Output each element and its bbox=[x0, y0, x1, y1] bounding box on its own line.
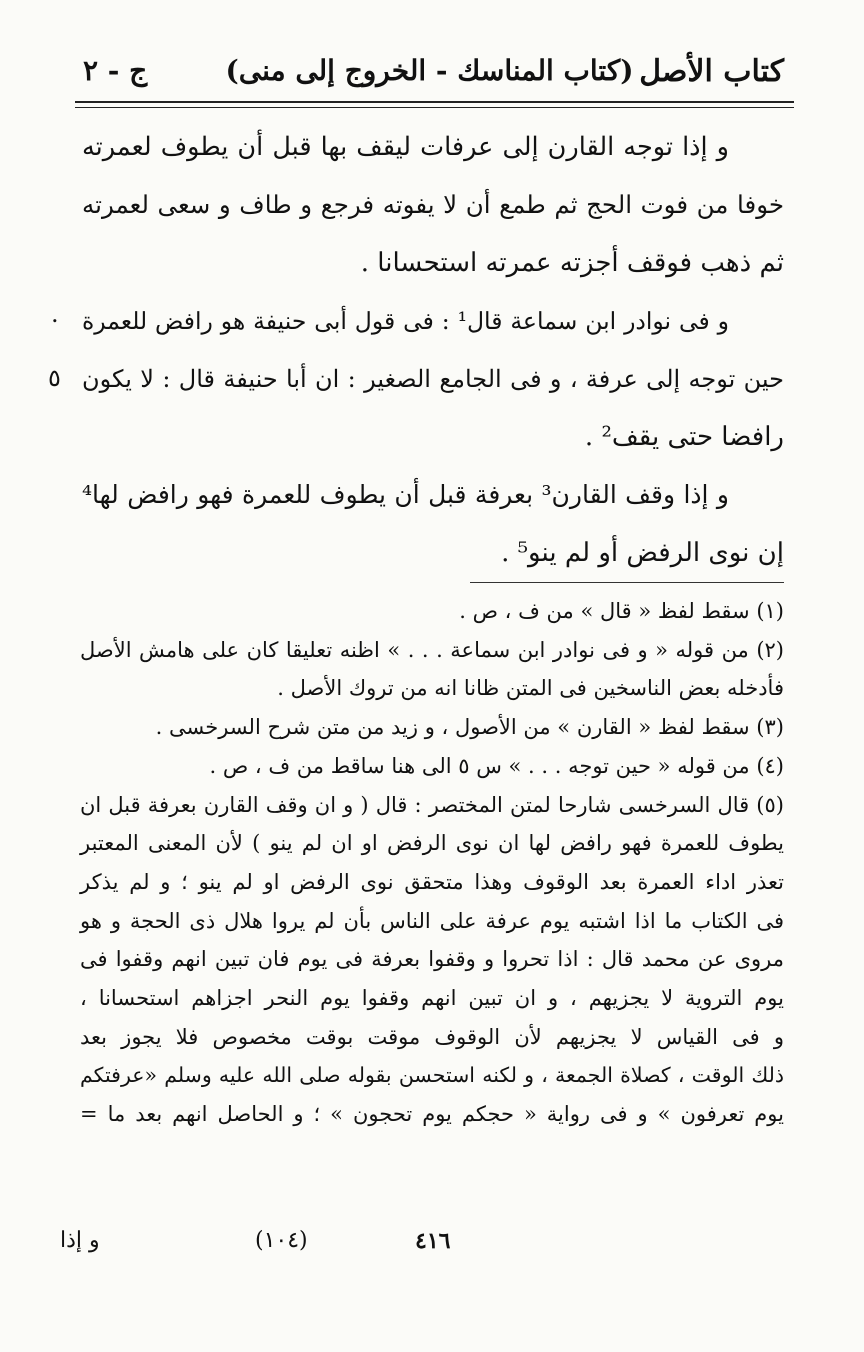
footnote-line: مروى عن محمد قال : اذا تحروا و وقفوا بعرفة فى يوم فان تبين انهم وقفوا فى bbox=[80, 947, 784, 972]
volume-label: ج - ٢ bbox=[83, 54, 148, 87]
text-line: و إذا توجه القارن إلى عرفات ليقف بها قبل أن يطوف لعمرته bbox=[82, 132, 729, 162]
footnote-line: (١) سقط لفظ « قال » من ف ، ص . bbox=[459, 599, 784, 623]
page-header bbox=[75, 50, 784, 98]
page-footer bbox=[60, 1228, 784, 1268]
text-line: و فى نوادر ابن سماعة قال¹ : فى قول أبى حنيفة هو رافض للعمرة bbox=[82, 307, 729, 335]
text-line: خوفا من فوت الحج ثم طمع أن لا يفوته فرجع و طاف و سعى لعمرته bbox=[82, 190, 784, 219]
line-number-marker: ٥ bbox=[48, 364, 61, 392]
footer-reference: (١٠٤) bbox=[255, 1228, 308, 1253]
header-rule bbox=[75, 101, 794, 103]
footnote-line: ذلك الوقت ، كصلاة الجمعة ، و لكنه استحسن بقوله صلى الله عليه وسلم «عرفتكم bbox=[80, 1063, 784, 1088]
footnote-line: يوم التروية لا يجزيهم ، و ان تبين انهم وقفوا يوم النحر اجزاهم استحسانا ، bbox=[80, 986, 784, 1011]
footnote-line: (٥) قال السرخسى شارحا لمتن المختصر : قال ( و ان وقف القارن بعرفة قبل ان bbox=[80, 792, 784, 817]
footnote-line: يوم تعرفون » و فى رواية « حجكم يوم تحجون » ؛ و الحاصل انهم بعد ما = bbox=[80, 1102, 784, 1127]
footnote-line: تعذر اداء العمرة بعد الوقوف وهذا متحقق نوى الرفض او لم ينو ؛ و لم يذكر bbox=[80, 869, 784, 894]
margin-dot: . bbox=[51, 300, 59, 328]
footnote-line: يطوف للعمرة فهو رافض لها ان نوى الرفض او ان لم ينو ) لأن المعنى المعتبر bbox=[80, 831, 784, 856]
text-line: رافضا حتى يقف² . bbox=[584, 422, 784, 452]
footnote-line: فأدخله بعض الناسخين فى المتن ظانا انه من تروك الأصل . bbox=[277, 676, 784, 701]
header-rule-thin bbox=[75, 107, 794, 108]
footnote-line: فى الكتاب ما اذا اشتبه يوم عرفة على الناس بأن لم يروا هلال ذى الحجة و هو bbox=[80, 908, 784, 933]
text-line: حين توجه إلى عرفة ، و فى الجامع الصغير : ان أبا حنيفة قال : لا يكون bbox=[82, 365, 784, 393]
text-line: و إذا وقف القارن³ بعرفة قبل أن يطوف للعمرة فهو رافض لها⁴ bbox=[82, 480, 729, 509]
chapter-title: (كتاب المناسك - الخروج إلى منى) bbox=[225, 54, 634, 87]
page-number: ٤١٦ bbox=[415, 1228, 451, 1254]
footnote-separator bbox=[470, 582, 784, 583]
main-text bbox=[82, 118, 784, 582]
text-line: ثم ذهب فوقف أجزته عمرته استحسانا . bbox=[360, 248, 784, 278]
footnotes bbox=[80, 592, 784, 1134]
footnote-line: (٣) سقط لفظ « القارن » من الأصول ، و زيد من متن شرح السرخسى . bbox=[155, 715, 784, 740]
catchword: و إذا bbox=[60, 1228, 100, 1253]
footnote-line: (٤) من قوله « حين توجه . . . » س ٥ الى هنا ساقط من ف ، ص . bbox=[209, 753, 784, 778]
footnote-line: و فى القياس لا يجزيهم لأن الوقوف موقت بوقت مخصوص فلا يجوز بعد bbox=[80, 1024, 784, 1049]
text-line: إن نوى الرفض أو لم ينو⁵ . bbox=[501, 538, 784, 568]
footnote-line: (٢) من قوله « و فى نوادر ابن سماعة . . . » اظنه تعليقا كان على هامش الأصل bbox=[80, 637, 784, 662]
book-title: كتاب الأصل bbox=[639, 54, 784, 89]
